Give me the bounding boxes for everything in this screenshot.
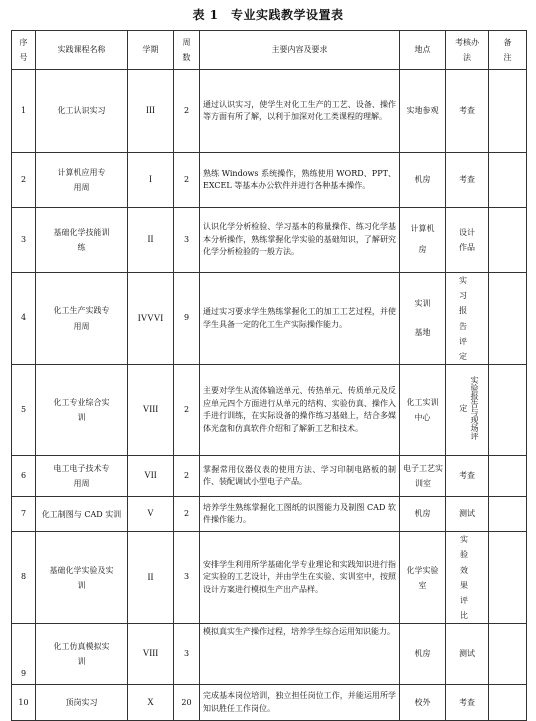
row-remark: [489, 365, 527, 456]
table-row: [12, 208, 527, 273]
table-row: [12, 153, 527, 208]
table-row: [12, 456, 527, 497]
row-num: 4: [12, 273, 36, 365]
table-row: [12, 273, 527, 365]
header-course: 实践课程名称: [36, 31, 128, 70]
row-course: 化工专业综合实训: [36, 365, 128, 456]
row-place: 机房: [400, 624, 446, 685]
row-weeks: 9: [174, 273, 200, 365]
row-weeks: 2: [174, 456, 200, 497]
table-title: 表 1 专业实践教学设置表: [192, 8, 344, 22]
row-course: 基础化学实验及实训: [36, 532, 128, 624]
row-content: 熟练 Windows 系统操作，熟练使用 WORD、PPT、EXCEL 等基本办公软件并进行各种基本操作。: [200, 153, 400, 208]
row-num: 2: [12, 153, 36, 208]
row-weeks: 3: [174, 624, 200, 685]
header-remark: 备注: [489, 31, 527, 70]
row-remark: [489, 456, 527, 497]
row-place: 校外: [400, 685, 446, 721]
row-term: II: [128, 532, 174, 624]
row-content: 认识化学分析检验、学习基本的称量操作、练习化学基本分析操作，熟练掌握化学实验的基础知识，了解研究化学分析检验的一般方法。: [200, 208, 400, 273]
row-content: 通过实习要求学生熟练掌握化工的加工工艺过程，并使学生具备一定的化工生产实际操作能力。: [200, 273, 400, 365]
row-course: 基础化学技能训练: [36, 208, 128, 273]
row-assess: 测试: [446, 497, 489, 532]
row-num: 10: [12, 685, 36, 721]
row-remark: [489, 273, 527, 365]
row-remark: [489, 624, 527, 685]
row-term: X: [128, 685, 174, 721]
row-weeks: 3: [174, 208, 200, 273]
row-content: 掌握常用仪器仪表的使用方法、学习印制电路板的制作、装配调试小型电子产品。: [200, 456, 400, 497]
row-place: 电子工艺实训室: [400, 456, 446, 497]
row-assess: 考查: [446, 153, 489, 208]
row-num: 9: [12, 624, 36, 685]
row-num: 6: [12, 456, 36, 497]
row-remark: [489, 208, 527, 273]
row-content: 完成基本岗位培训，独立担任岗位工作，并能运用所学知识胜任工作岗位。: [200, 685, 400, 721]
row-term: II: [128, 208, 174, 273]
row-course: 化工仿真模拟实训: [36, 624, 128, 685]
row-weeks: 20: [174, 685, 200, 721]
row-place: 机房: [400, 497, 446, 532]
table-row: [12, 685, 527, 721]
table-row: [12, 365, 527, 456]
row-course: 顶岗实习: [36, 685, 128, 721]
row-num: 1: [12, 70, 36, 153]
row-place: 机房: [400, 153, 446, 208]
row-course: 电工电子技术专用周: [36, 456, 128, 497]
row-term: VIII: [128, 624, 174, 685]
row-remark: [489, 497, 527, 532]
row-assess: 设计作品: [446, 208, 489, 273]
row-num: 8: [12, 532, 36, 624]
header-weeks: 周数: [174, 31, 200, 70]
row-weeks: 2: [174, 70, 200, 153]
row-course: 化工生产实践专用周: [36, 273, 128, 365]
row-weeks: 2: [174, 365, 200, 456]
row-term: V: [128, 497, 174, 532]
header-content: 主要内容及要求: [200, 31, 400, 70]
table-row: [12, 497, 527, 532]
row-content: 通过认识实习，使学生对化工生产的工艺、设备、操作等方面有所了解，以利于加深对化工类课程的理解。: [200, 70, 400, 153]
row-content: 模拟真实生产操作过程，培养学生综合运用知识能力。: [200, 624, 400, 685]
row-num: 7: [12, 497, 36, 532]
row-assess: 考查: [446, 70, 489, 153]
row-place: 化工实训中心: [400, 365, 446, 456]
row-content: 主要对学生从流体输送单元、传热单元、传质单元及反应单元四个方面进行从单元的结构、实验仿真、操作入手进行训练，在实际设备的操作练习基础上，结合多媒体光盘和仿真软件介绍和了解新工艺和技术。: [200, 365, 400, 456]
row-weeks: 2: [174, 153, 200, 208]
row-term: VII: [128, 456, 174, 497]
row-assess: 考查: [446, 685, 489, 721]
row-content: 安排学生利用所学基础化学专业理论和实践知识进行指定实验的工艺设计，并由学生在实验、实训室中，按照设计方案进行模拟生产出产品样。: [200, 532, 400, 624]
row-assess: 实验效果评比: [446, 532, 489, 624]
row-num: 5: [12, 365, 36, 456]
row-term: VIII: [128, 365, 174, 456]
row-weeks: 2: [174, 497, 200, 532]
row-weeks: 3: [174, 532, 200, 624]
row-term: IVVVI: [128, 273, 174, 365]
header-assess: 考核办法: [446, 31, 489, 70]
table-row: [12, 70, 527, 153]
row-remark: [489, 70, 527, 153]
row-course: 计算机应用专用周: [36, 153, 128, 208]
row-remark: [489, 685, 527, 721]
table-row: [12, 532, 527, 624]
header-place: 地点: [400, 31, 446, 70]
practice-teaching-table: [11, 30, 527, 721]
header-term: 学期: [128, 31, 174, 70]
row-assess: 测试: [446, 624, 489, 685]
header-num: 序号: [12, 31, 36, 70]
row-place: 化学实验室: [400, 532, 446, 624]
row-content: 培养学生熟练掌握化工图纸的识图能力及制图 CAD 软件操作能力。: [200, 497, 400, 532]
table-row: [12, 624, 527, 685]
header-row: [12, 31, 527, 70]
row-remark: [489, 532, 527, 624]
row-num: 3: [12, 208, 36, 273]
row-term: III: [128, 70, 174, 153]
row-remark: [489, 153, 527, 208]
row-assess: 考查: [446, 456, 489, 497]
row-place: 实地参观: [400, 70, 446, 153]
row-assess: 实验报告与现场评定: [446, 365, 489, 456]
row-course: 化工认识实习: [36, 70, 128, 153]
row-term: I: [128, 153, 174, 208]
row-place: 计算机房: [400, 208, 446, 273]
row-course: 化工制图与 CAD 实训: [36, 497, 128, 532]
row-place: 实训基地: [400, 273, 446, 365]
row-assess: 实习报告评定: [446, 273, 489, 365]
